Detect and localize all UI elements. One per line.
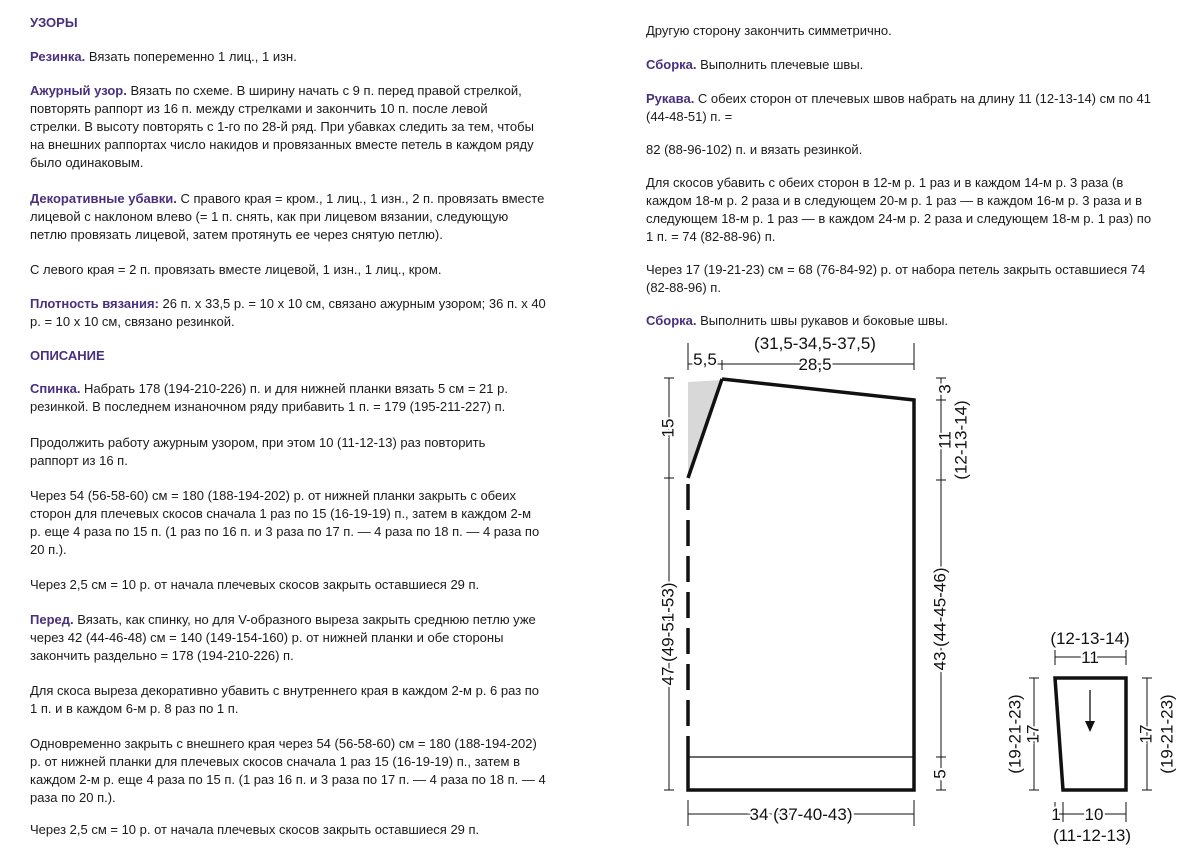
label-5: 5 xyxy=(930,769,950,779)
label-11: 11 xyxy=(935,431,955,449)
body-outline xyxy=(688,379,914,790)
label-top-alt: (31,5-34,5-37,5) xyxy=(754,334,876,353)
close-paragraph-1: Через 2,5 см = 10 р. от начала плечевых скосов закрыть оставшиеся 29 п. xyxy=(30,577,480,592)
sleeve-label-right-alt: (19-21-23) xyxy=(1157,694,1177,774)
sleeve-label-bottom-alt: (11-12-13) xyxy=(1052,826,1132,845)
section-heading-patterns: УЗОРЫ xyxy=(30,15,78,30)
rib-count-paragraph: 82 (88-96-102) п. и вязать резинкой. xyxy=(646,142,863,157)
close-paragraph-2: Через 2,5 см = 10 р. от начала плечевых скосов закрыть оставшиеся 29 п. xyxy=(30,822,480,837)
sleeve-labels xyxy=(1005,629,1176,845)
rib-paragraph: Резинка. Вязать попеременно 1 лиц., 1 изн. xyxy=(30,49,297,64)
arrow-down-icon xyxy=(1085,721,1095,732)
label-5-5: 5,5 xyxy=(693,350,717,369)
sleeve-label-left: 17 xyxy=(1023,724,1043,744)
section-heading-description: ОПИСАНИЕ xyxy=(30,348,105,363)
label-3: 3 xyxy=(935,384,955,394)
label-bottom: 34 (37-40-43) xyxy=(749,805,853,824)
label-11-alt: (12-13-14) xyxy=(951,400,971,480)
label-15: 15 xyxy=(658,418,678,438)
sleeve-label-top-alt: (12-13-14) xyxy=(1050,629,1130,648)
sleeve-label-left-alt: (19-21-23) xyxy=(1005,694,1025,774)
symmetric-paragraph: Другую сторону закончить симметрично. xyxy=(646,23,892,38)
sleeve-label-right: 17 xyxy=(1136,724,1156,744)
left-edge-paragraph: С левого края = 2 п. провязать вместе лицевой, 1 изн., 1 лиц., кром. xyxy=(30,262,442,277)
sleeve-label-bottom-1: 1 xyxy=(1051,805,1061,824)
label-28-5: 28,5 xyxy=(798,355,832,374)
assembly-paragraph-1: Сборка. Выполнить плечевые швы. xyxy=(646,57,864,72)
label-43: 43 (44-45-46) xyxy=(930,567,950,671)
sleeve-schematic xyxy=(1029,650,1152,822)
sleeve-label-top: 11 xyxy=(1081,648,1099,667)
body-schematic xyxy=(664,343,946,826)
assembly-paragraph-2: Сборка. Выполнить швы рукавов и боковые швы. xyxy=(646,313,949,328)
label-47: 47 (49-51-53) xyxy=(658,582,678,686)
sleeve-label-bottom: 10 xyxy=(1084,805,1104,824)
